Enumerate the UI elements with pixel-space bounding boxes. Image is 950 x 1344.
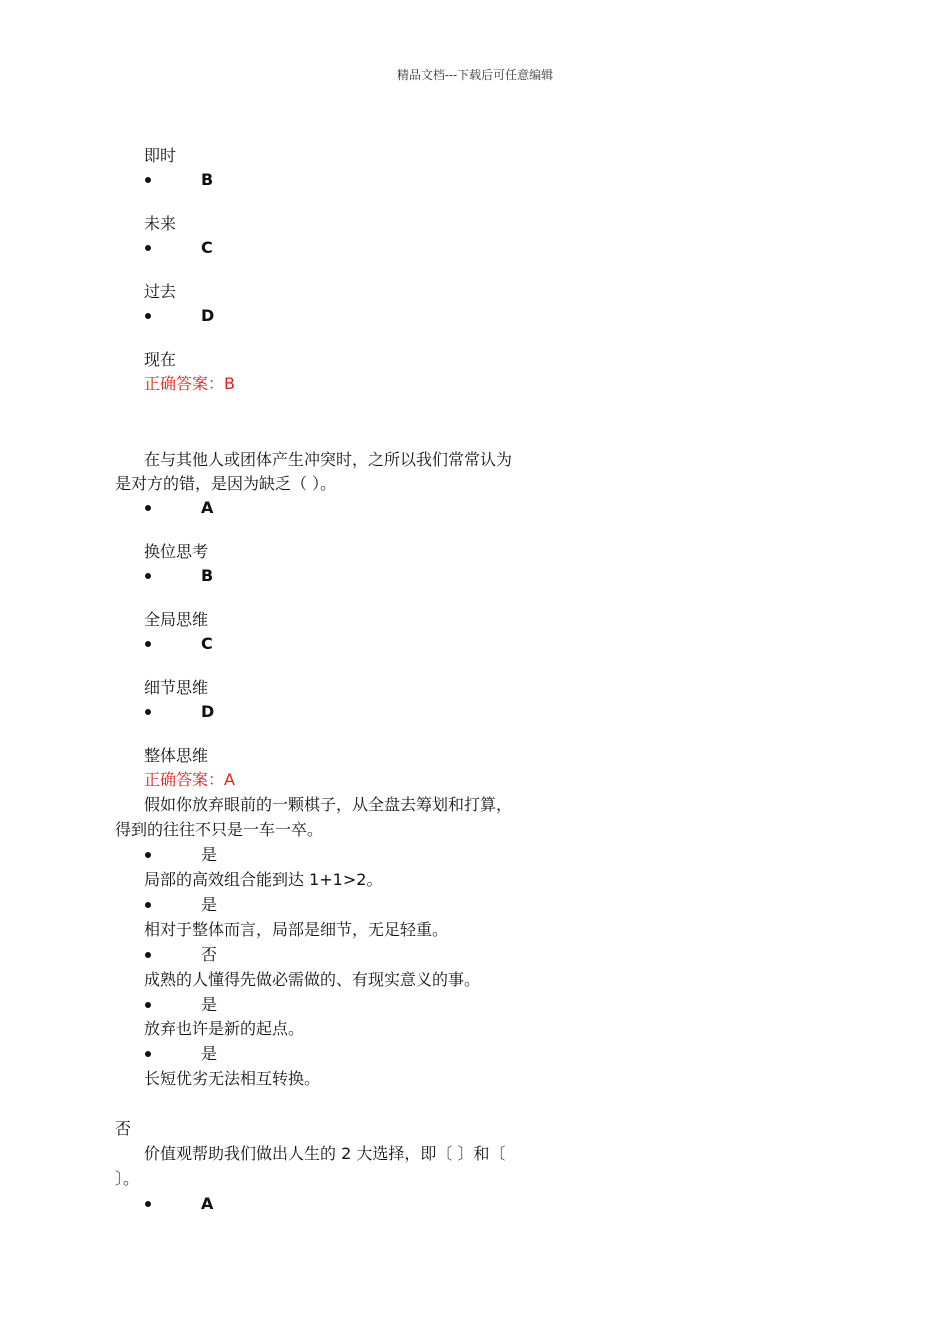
judgment-4: 成熟的人懂得先做必需做的、有现实意义的事。 <box>144 970 481 989</box>
q2-option-d-letter: D <box>201 702 215 721</box>
judgment-5-answer: 是 <box>201 1044 218 1063</box>
bullet-icon <box>145 641 151 647</box>
bullet-icon <box>145 177 151 183</box>
bullet-icon <box>145 313 151 319</box>
q2-option-a-letter: A <box>201 498 214 517</box>
bullet-icon <box>145 505 151 511</box>
judgment-3-answer: 否 <box>201 945 218 964</box>
judgment-5: 放弃也许是新的起点。 <box>144 1019 305 1038</box>
bullet-icon <box>145 902 151 908</box>
judgment-1-answer: 是 <box>201 845 218 864</box>
bullet-icon <box>145 1051 151 1057</box>
judgment-2: 局部的高效组合能到达 1+1>2。 <box>144 870 383 889</box>
q2-question-line2: 是对方的错，是因为缺乏（ ）。 <box>115 474 337 493</box>
q1-option-b-text: 未来 <box>144 214 177 233</box>
judgment-3: 相对于整体而言，局部是细节，无足轻重。 <box>144 920 449 939</box>
bullet-icon <box>145 709 151 715</box>
judgment-2-answer: 是 <box>201 895 218 914</box>
q1-option-d-letter: D <box>201 306 215 325</box>
page-header: 精品文档---下载后可任意编辑 <box>396 68 554 82</box>
bullet-icon <box>145 852 151 858</box>
q3-question-line2: 〕。 <box>115 1169 140 1188</box>
q2-question-line1: 在与其他人或团体产生冲突时，之所以我们常常认为 <box>144 450 513 469</box>
q1-option-d-text: 现在 <box>144 350 177 369</box>
judgment-1-line1: 假如你放弃眼前的一颗棋子，从全盘去筹划和打算， <box>144 795 513 814</box>
judgment-4-answer: 是 <box>201 995 218 1014</box>
q2-option-a-text: 换位思考 <box>144 542 209 561</box>
q2-option-c-letter: C <box>201 634 213 653</box>
q1-option-c-text: 过去 <box>144 282 177 301</box>
q2-option-b-text: 全局思维 <box>144 610 209 629</box>
q2-option-c-text: 细节思维 <box>144 678 209 697</box>
q2-correct-answer: 正确答案：A <box>144 770 235 789</box>
q1-option-a-text: 即时 <box>144 146 177 165</box>
bullet-icon <box>145 1201 151 1207</box>
q2-option-b-letter: B <box>201 566 214 585</box>
bullet-icon <box>145 952 151 958</box>
bullet-icon <box>145 245 151 251</box>
q1-option-c-letter: C <box>201 238 213 257</box>
bullet-icon <box>145 573 151 579</box>
judgment-6: 长短优劣无法相互转换。 <box>144 1069 321 1088</box>
q2-option-d-text: 整体思维 <box>144 746 209 765</box>
q1-correct-answer: 正确答案：B <box>144 374 235 393</box>
judgment-1-line2: 得到的往往不只是一车一卒。 <box>115 820 324 839</box>
q3-question-line1: 价值观帮助我们做出人生的 2 大选择，即〔 〕和〔 <box>144 1144 506 1163</box>
q3-option-a-letter: A <box>201 1194 214 1213</box>
q1-option-b-letter: B <box>201 170 214 189</box>
judgment-6-answer: 否 <box>115 1119 132 1138</box>
bullet-icon <box>145 1002 151 1008</box>
